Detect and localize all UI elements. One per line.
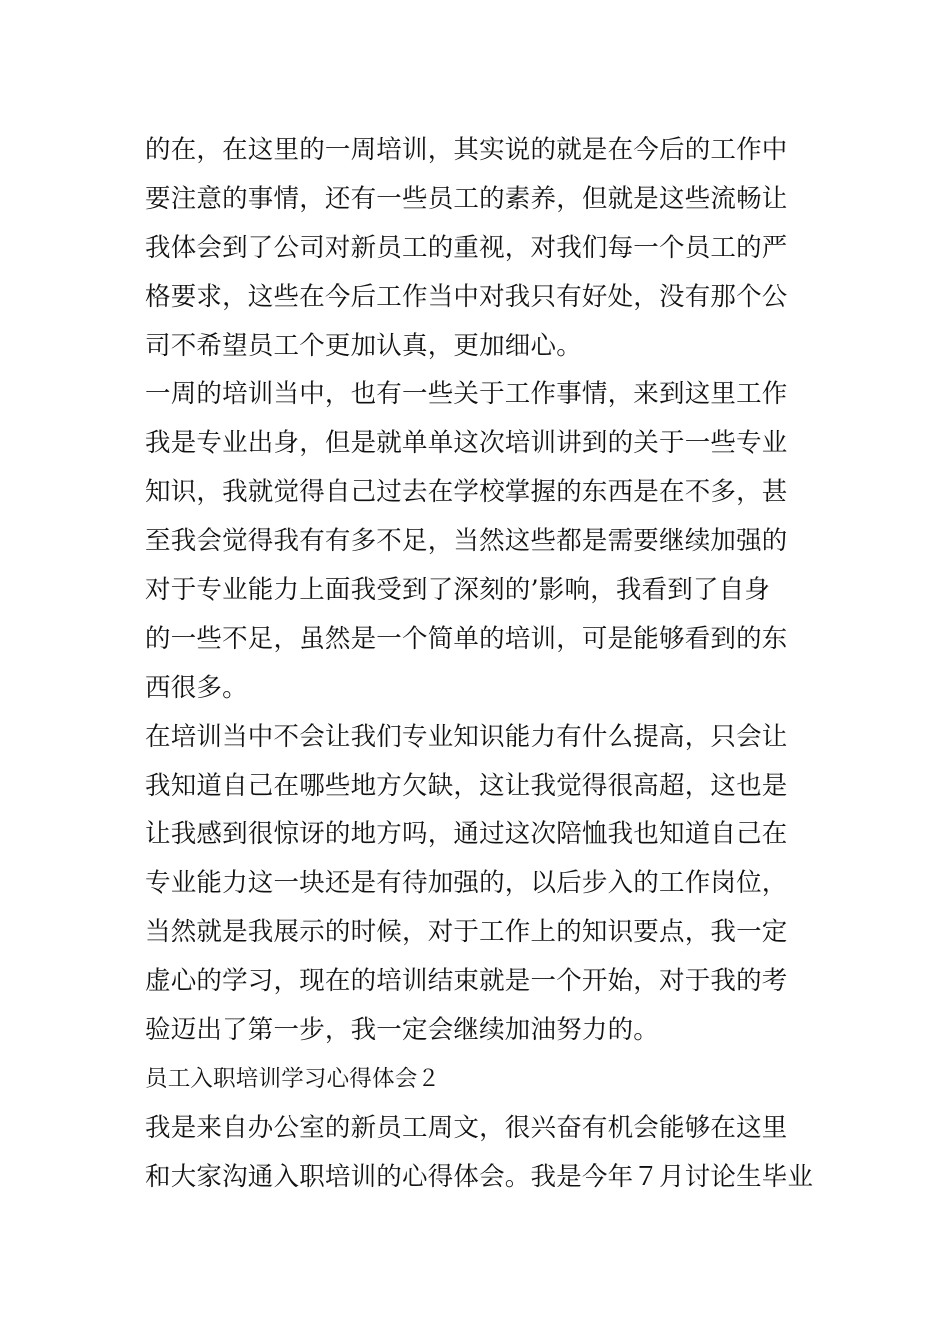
text-line-5: 司不希望员工个更加认真，更加细心。 bbox=[145, 330, 582, 361]
text-line-13: 在培训当中不会让我们专业知识能力有什么提高，只会让 bbox=[145, 721, 788, 752]
section-heading: 员工入职培训学习心得体会２ bbox=[145, 1065, 441, 1092]
text-line-16: 专业能力这一块还是有待加强的，以后步入的工作岗位， bbox=[145, 868, 788, 899]
text-line-17: 当然就是我展示的时候，对于工作上的知识要点，我一定 bbox=[145, 917, 788, 948]
text-line-14: 我知道自己在哪些地方欠缺，这让我觉得很高超，这也是 bbox=[145, 770, 788, 801]
text-line-9: 至我会觉得我有有多不足，当然这些都是需要继续加强的 bbox=[145, 526, 788, 557]
text-line-1: 的在，在这里的一周培训，其实说的就是在今后的工作中 bbox=[145, 135, 788, 165]
text-line-3: 我体会到了公司对新员工的重视，对我们每一个员工的严 bbox=[145, 232, 788, 263]
text-line-7: 我是专业出身，但是就单单这次培训讲到的关于一些专业 bbox=[145, 428, 788, 459]
text-line-22: 和大家沟通入职培训的心得体会。我是今年７月讨论生毕业 bbox=[145, 1161, 814, 1192]
text-line-15: 让我感到很惊讶的地方吗，通过这次陪恤我也知道自己在 bbox=[145, 819, 788, 850]
text-line-21: 我是来自办公室的新员工周文，很兴奋有机会能够在这里 bbox=[145, 1112, 788, 1143]
text-line-11: 的一些不足，虽然是一个简单的培训，可是能够看到的东 bbox=[145, 623, 788, 654]
text-line-18: 虚心的学习，现在的培训结束就是一个开始，对于我的考 bbox=[145, 966, 788, 997]
text-line-10: 对于专业能力上面我受到了深刻的’影响，我看到了自身 bbox=[145, 575, 771, 606]
text-line-6: 一周的培训当中，也有一些关于工作事情，来到这里工作 bbox=[145, 379, 788, 410]
text-line-2: 要注意的事情，还有一些员工的素养，但就是这些流畅让 bbox=[145, 183, 788, 214]
text-line-4: 格要求，这些在今后工作当中对我只有好处，没有那个公 bbox=[145, 281, 788, 312]
text-line-12: 西很多。 bbox=[145, 672, 248, 703]
document-page bbox=[145, 126, 815, 1202]
text-line-8: 知识，我就觉得自己过去在学校掌握的东西是在不多，甚 bbox=[145, 477, 788, 508]
text-line-19: 验迈出了第一步，我一定会继续加油努力的。 bbox=[145, 1015, 660, 1046]
